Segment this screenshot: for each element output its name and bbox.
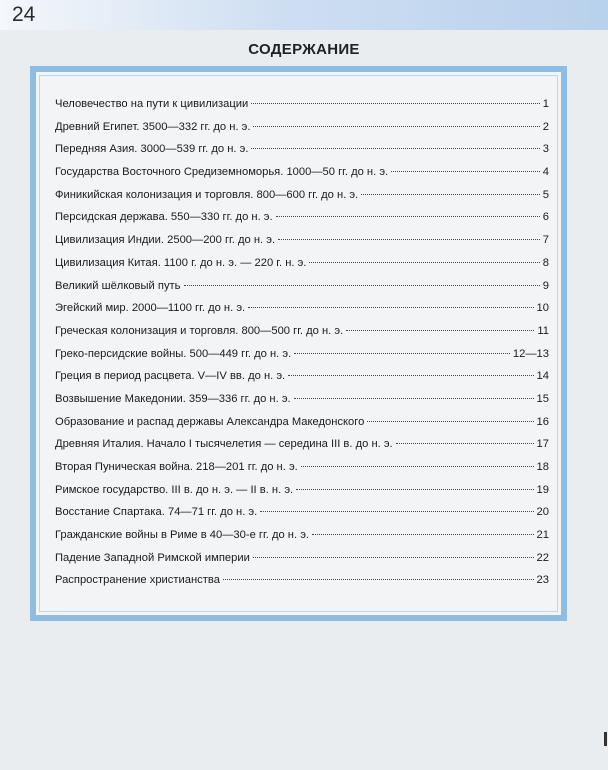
toc-entry — [55, 348, 549, 371]
toc-entry-page: 3 — [542, 143, 549, 156]
toc-entry — [55, 143, 549, 166]
toc-entry-title: Цивилизация Индии. 2500—200 гг. до н. э. — [55, 234, 276, 247]
toc-entry — [55, 370, 549, 393]
toc-entry — [55, 506, 549, 529]
toc-entry — [55, 438, 549, 461]
toc-entry-page: 23 — [536, 574, 549, 587]
toc-dot-leader — [367, 421, 533, 422]
toc-entry-page: 1 — [542, 98, 549, 110]
toc-list — [55, 98, 549, 597]
toc-entry-title: Греция в период расцвета. V—IV вв. до н. э. — [55, 370, 286, 383]
toc-entry — [55, 325, 549, 348]
toc-dot-leader — [251, 103, 539, 104]
toc-entry — [55, 121, 549, 144]
toc-entry-page: 18 — [536, 461, 549, 473]
toc-entry-title: Образование и распад державы Александра Македонского — [55, 415, 365, 428]
toc-dot-leader — [253, 557, 534, 558]
toc-entry-page: 9 — [542, 279, 549, 292]
toc-dot-leader — [248, 307, 533, 308]
toc-entry — [55, 461, 549, 484]
toc-entry-title: Вторая Пуническая война. 218—201 гг. до н. э. — [55, 461, 298, 473]
toc-dot-leader — [223, 579, 534, 580]
toc-dot-leader — [396, 443, 534, 444]
toc-entry-title: Человечество на пути к цивилизации — [55, 98, 249, 110]
toc-entry — [55, 257, 549, 280]
toc-entry-page: 22 — [536, 551, 549, 564]
toc-dot-leader — [253, 126, 539, 127]
toc-entry-title: Передняя Азия. 3000—539 гг. до н. э. — [55, 143, 249, 156]
toc-entry-page: 7 — [542, 234, 549, 247]
toc-entry — [55, 574, 549, 597]
toc-entry-page: 14 — [536, 370, 549, 383]
toc-entry-page: 8 — [542, 256, 549, 269]
toc-title: СОДЕРЖАНИЕ — [248, 41, 360, 58]
toc-dot-leader — [251, 148, 539, 149]
toc-entry-page: 19 — [536, 483, 549, 496]
toc-dot-leader — [260, 511, 533, 512]
toc-dot-leader — [309, 262, 539, 263]
toc-entry — [55, 484, 549, 507]
toc-dot-leader — [301, 466, 534, 467]
toc-entry-title: Римское государство. III в. до н. э. — II в. н. э. — [55, 483, 294, 496]
toc-entry-title: Эгейский мир. 2000—1100 гг. до н. э. — [55, 302, 246, 315]
toc-dot-leader — [294, 398, 534, 399]
toc-entry-page: 15 — [536, 392, 549, 405]
toc-entry-title: Гражданские войны в Риме в 40—30-е гг. до н. э. — [55, 529, 310, 542]
toc-entry-title: Персидская держава. 550—330 гг. до н. э. — [55, 211, 273, 224]
toc-dot-leader — [184, 285, 540, 286]
toc-frame — [30, 66, 567, 621]
toc-entry — [55, 552, 549, 575]
toc-entry-title: Падение Западной Римской империи — [55, 551, 250, 564]
page-edge-mark — [604, 732, 607, 746]
toc-entry-page: 10 — [536, 302, 549, 315]
toc-entry-title: Возвышение Македонии. 359—336 гг. до н. э. — [55, 392, 291, 405]
toc-entry — [55, 416, 549, 439]
toc-entry-page: 4 — [542, 166, 549, 179]
toc-entry-title: Древняя Италия. Начало I тысячелетия — середина III в. до н. э. — [55, 438, 393, 451]
toc-entry — [55, 529, 549, 552]
toc-dot-leader — [312, 534, 534, 535]
toc-entry-page: 16 — [536, 415, 549, 428]
toc-dot-leader — [288, 375, 533, 376]
toc-entry-title: Греко-персидские войны. 500—449 гг. до н. э. — [55, 347, 292, 360]
toc-dot-leader — [278, 239, 540, 240]
toc-entry — [55, 211, 549, 234]
toc-entry-page: 11 — [537, 324, 549, 337]
toc-entry-title: Греческая колонизация и торговля. 800—500 гг. до н. э. — [55, 324, 344, 337]
toc-entry-title: Распространение христианства — [55, 574, 220, 587]
toc-entry — [55, 280, 549, 303]
toc-entry-page: 12—13 — [512, 347, 549, 360]
toc-entry-title: Цивилизация Китая. 1100 г. до н. э. — 220 г. н. э. — [55, 256, 307, 269]
toc-dot-leader — [391, 171, 540, 172]
toc-dot-leader — [296, 489, 533, 490]
toc-entry-title: Финикийская колонизация и торговля. 800—600 гг. до н. э. — [55, 188, 359, 201]
toc-entry-page: 20 — [536, 506, 549, 519]
toc-dot-leader — [346, 330, 534, 331]
toc-dot-leader — [294, 353, 510, 354]
toc-entry-page: 2 — [542, 120, 549, 133]
page-header-band — [0, 0, 608, 30]
toc-entry-page: 21 — [536, 529, 549, 542]
toc-entry-title: Государства Восточного Средиземноморья. 1000—50 гг. до н. э. — [55, 166, 389, 179]
toc-entry — [55, 302, 549, 325]
toc-entry-title: Великий шёлковый путь — [55, 279, 181, 292]
toc-entry — [55, 393, 549, 416]
toc-entry — [55, 98, 549, 121]
toc-entry-page: 5 — [542, 188, 549, 201]
page-number: 24 — [12, 3, 36, 26]
toc-entry-title: Восстание Спартака. 74—71 гг. до н. э. — [55, 506, 258, 519]
toc-entry — [55, 234, 549, 257]
toc-entry-page: 17 — [536, 438, 549, 451]
toc-entry — [55, 189, 549, 212]
toc-entry-page: 6 — [542, 211, 549, 224]
toc-dot-leader — [276, 216, 540, 217]
toc-entry — [55, 166, 549, 189]
toc-dot-leader — [361, 194, 540, 195]
toc-entry-title: Древний Египет. 3500—332 гг. до н. э. — [55, 120, 251, 133]
